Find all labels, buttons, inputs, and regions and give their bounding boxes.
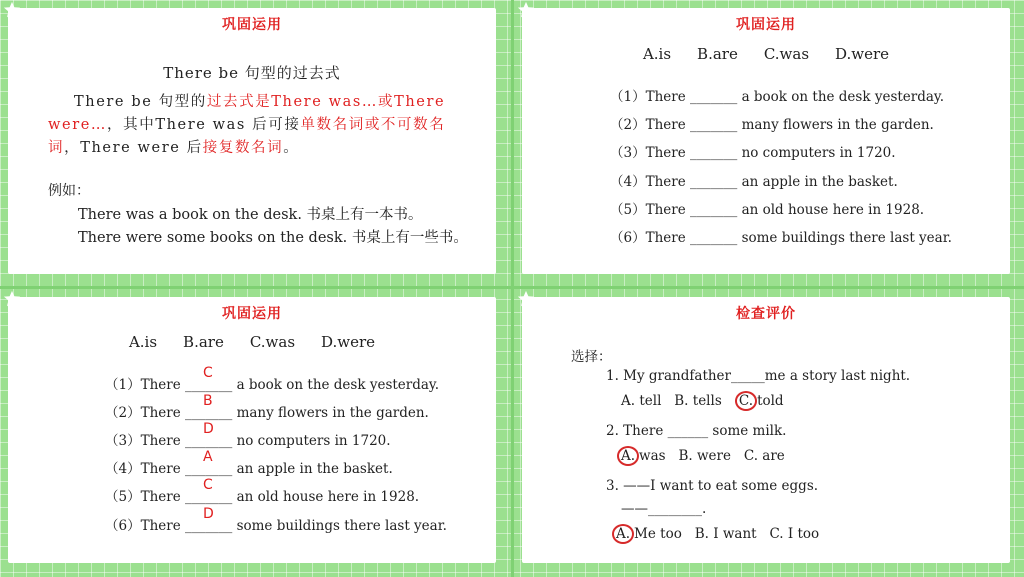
selected-answer-circle: A. — [612, 524, 634, 544]
para-seg: There be 句型的 — [74, 94, 207, 110]
option: C.was — [763, 45, 810, 63]
example-sentence: There were some books on the desk. 书桌上有一些书。 — [78, 230, 468, 246]
slide-card — [522, 8, 1010, 274]
option: A.is — [128, 333, 158, 351]
question-stem: 1. My grandfather_____me a story last night. — [606, 368, 911, 384]
slide-card — [8, 297, 496, 563]
question-item: （2）There _______ many flowers in the garden. — [610, 117, 934, 133]
option: D.were — [835, 45, 890, 63]
choice-row: A. was B. were C. are — [621, 446, 785, 466]
question-item: （6）There _______ D some buildings there last year. — [105, 506, 447, 534]
question-item: （4）There _______ A an apple in the basket. — [105, 449, 393, 477]
slide-title: 巩固运用 — [736, 17, 796, 33]
answer-mark: B — [203, 393, 213, 409]
option: B.are — [183, 333, 224, 351]
answer-mark: D — [203, 506, 214, 522]
question-item: （5）There _______ C an old house here in 1928. — [105, 477, 420, 505]
choice-row: A. tell B. tells C. told — [621, 393, 784, 409]
question-item: （2）There _______ B many flowers in the garden. — [105, 393, 429, 421]
question-item: （3）There _______ no computers in 1720. — [610, 145, 896, 161]
slide-title: 巩固运用 — [222, 306, 282, 322]
grammar-explanation — [48, 91, 468, 160]
quiz-label: 选择： — [571, 349, 612, 365]
para-seg-highlight: 接复数名词 — [202, 140, 284, 156]
slide-subtitle: There be 句型的过去式 — [163, 64, 341, 82]
selected-answer-circle: C. — [735, 391, 757, 411]
para-seg-highlight: 单数名词或不可数名词 — [48, 117, 446, 156]
answer-mark: A — [203, 449, 213, 465]
slide-panel-3 — [0, 289, 506, 575]
slide-panel-2 — [514, 0, 1020, 286]
reply-blank: ——________. — [621, 501, 707, 517]
slide-card — [522, 297, 1010, 563]
selected-answer-circle: A. — [617, 446, 639, 466]
option: B.are — [697, 45, 738, 63]
slide-panel-1 — [0, 0, 506, 286]
answer-options — [522, 45, 1010, 63]
question-item: （6）There _______ some buildings there last year. — [610, 230, 952, 246]
slide-card — [8, 8, 496, 274]
example-label: 例如： — [48, 183, 90, 199]
question-item: （4）There _______ an apple in the basket. — [610, 174, 898, 190]
answer-mark: C — [203, 365, 213, 381]
question-stem: 3. ——I want to eat some eggs. — [606, 478, 819, 494]
slide-title: 检查评价 — [736, 306, 796, 322]
question-item: （5）There _______ an old house here in 1928. — [610, 202, 925, 218]
option: C.was — [249, 333, 296, 351]
example-sentence: There was a book on the desk. 书桌上有一本书。 — [78, 207, 423, 223]
question-item: （3）There _______ D no computers in 1720. — [105, 421, 391, 449]
para-seg: 。 — [283, 140, 300, 156]
option: D.were — [321, 333, 376, 351]
question-item: （1）There _______ a book on the desk yesterday. — [610, 89, 945, 105]
answer-options — [8, 333, 496, 351]
question-item: （1）There _______ C a book on the desk yesterday. — [105, 365, 440, 393]
question-stem: 2. There ______ some milk. — [606, 423, 787, 439]
slide-title: 巩固运用 — [222, 17, 282, 33]
choice-row: A. Me too B. I want C. I too — [616, 524, 819, 544]
para-seg-highlight: 过去式是There was…或There were… — [48, 94, 446, 133]
para-seg: ，There were 后 — [64, 140, 203, 156]
slide-panel-4 — [514, 289, 1020, 575]
option: A.is — [642, 45, 672, 63]
para-seg: ，其中There was 后可接 — [107, 117, 301, 133]
answer-mark: D — [203, 421, 214, 437]
answer-mark: C — [203, 477, 213, 493]
